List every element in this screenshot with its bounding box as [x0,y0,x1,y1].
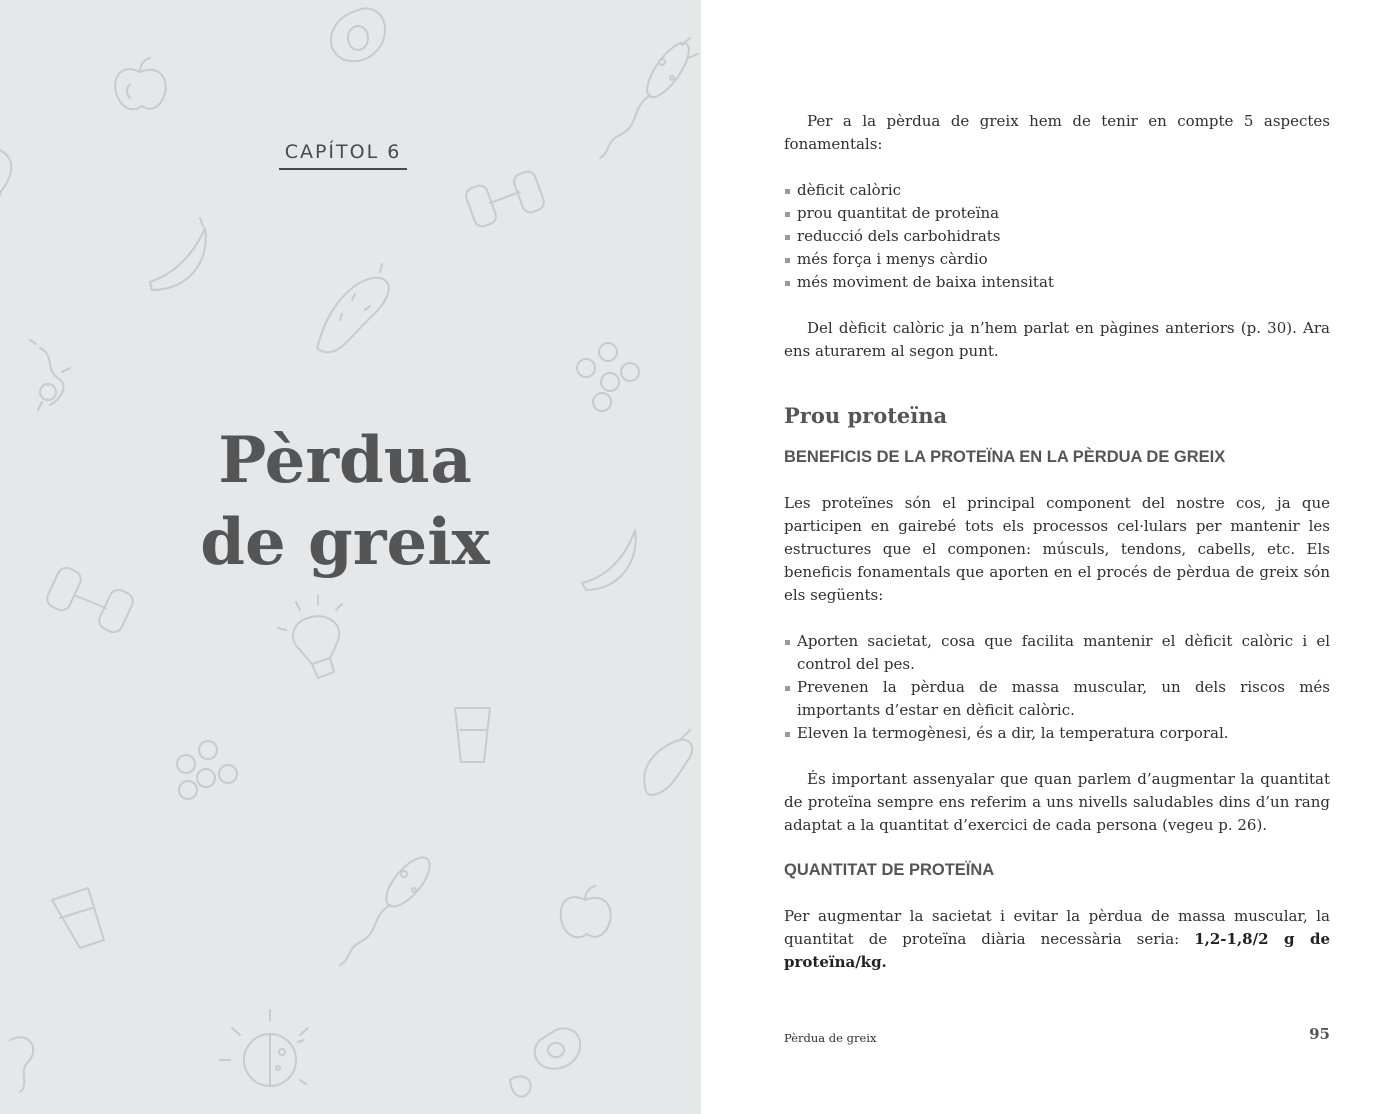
lightbulb-icon [278,596,342,678]
quantity-subheading: QUANTITAT DE PROTEÏNA [784,861,995,879]
list-item: prou quantitat de proteïna [784,202,1330,225]
running-footer-title: Pèrdua de greix [784,1031,877,1045]
benefits-subheading: BENEFICIS DE LA PROTEÏNA EN LA PÈRDUA DE GREIX [784,448,1226,466]
list-item: reducció dels carbohidrats [784,225,1330,248]
list-item: Eleven la termogènesi, és a dir, la temperatura corporal. [784,722,1330,745]
list-item: Prevenen la pèrdua de massa muscular, un dels riscos més importants d’estar en dèficit calòric. [784,676,1330,722]
banana-icon [150,218,206,290]
chapter-title [150,420,540,584]
virus-icon-2 [10,1037,33,1092]
chapter-title-line-2: de greix [200,505,490,580]
glass-icon-2 [52,888,104,948]
dumbbell-icon-2 [44,565,136,635]
page-number: 95 [1309,1025,1330,1043]
molecule-icon-2 [177,741,237,799]
list-item: dèficit calòric [784,179,1330,202]
intro-paragraph: Per a la pèrdua de greix hem de tenir en compte 5 aspectes fonamentals: [784,112,1330,153]
dumbbell-icon [464,169,546,228]
bacteria-icon-2 [340,851,437,965]
deficit-paragraph: Del dèficit calòric ja n’hem parlat en pàgines anteriors (p. 30). Ara ens aturarem al segon punt. [784,319,1330,360]
proteins-paragraph: Les proteïnes són el principal component del nostre cos, ja que participen en gairebé tots els processos cel·lulars per mantenir les estructures que el componen: músculs, tendons, cabells, etc. Els beneficis fonamentals que aporten en el procés de pèrdua de greix són els següents: [784,494,1330,604]
page-content [784,110,1330,974]
eggplant-icon [644,730,692,795]
banana-icon-2 [582,530,636,590]
molecule-icon [577,343,639,411]
text-page [701,0,1400,1114]
avocado-icon [331,8,385,61]
chapter-label: CAPÍTOL 6 [279,141,407,170]
cucumber-icon [317,264,388,352]
important-paragraph: És important assenyalar que quan parlem d’augmentar la quantitat de proteïna sempre ens referim a uns nivells saludables dins d’un rang adaptat a la quantitat d’exercici de cada persona (vegeu p. 26). [784,770,1330,834]
sun-icon [220,1010,308,1086]
aspects-list [784,179,1330,294]
list-item: més moviment de baixa intensitat [784,271,1330,294]
chapter-title-line-1: Pèrdua [218,423,472,498]
list-item: més força i menys càrdio [784,248,1330,271]
apple-icon-2 [561,886,611,937]
list-item: Aporten sacietat, cosa que facilita mantenir el dèficit calòric i el control del pes. [784,630,1330,676]
glass-icon [455,708,490,762]
quantity-paragraph [784,905,1330,974]
section-heading: Prou proteïna [784,403,948,428]
virus-icon [30,340,70,410]
benefits-list [784,630,1330,745]
apple-icon [115,58,165,109]
pepper-icon [0,150,11,195]
quantity-value: 1,2-1,8/2 g de proteïna/kg. [784,930,1330,971]
bacteria-icon [600,37,698,158]
quantity-text: Per augmentar la sacietat i evitar la pèrdua de massa muscular, la quantitat de proteïna diària necessària seria: [784,907,1330,948]
avocado-icon-2 [510,1029,580,1097]
